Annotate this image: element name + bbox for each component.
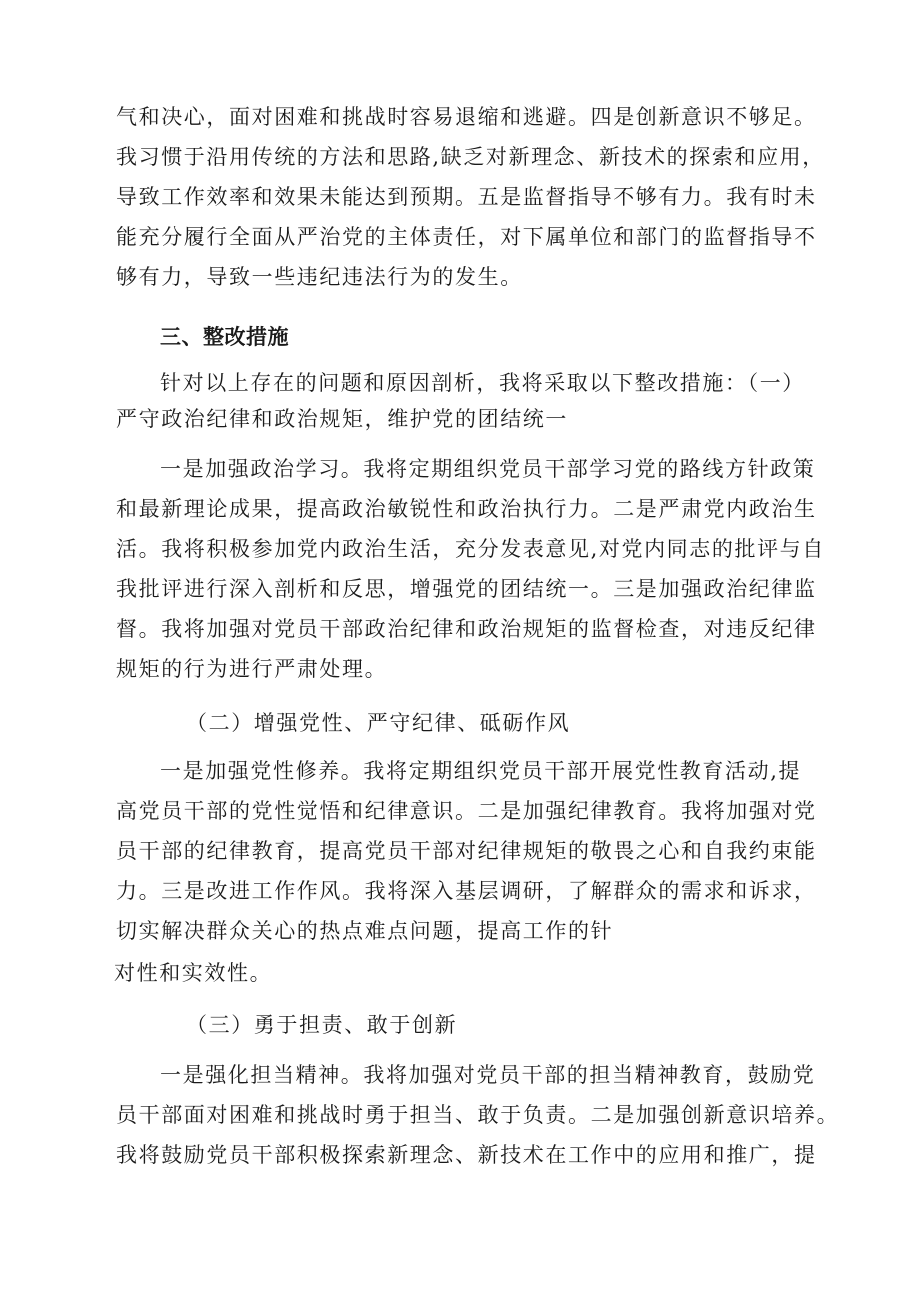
- text-line: 我习惯于沿用传统的方法和思路,缺乏对新理念、新技术的探索和应用，: [116, 145, 825, 169]
- text-line: 导致工作效率和效果未能达到预期。五是监督指导不够有力。我有时未: [116, 185, 817, 209]
- text-line: 对性和实效性。: [114, 961, 273, 985]
- text-line: 一是强化担当精神。我将加强对党员干部的担当精神教育，鼓励党: [160, 1063, 816, 1087]
- text-line: 高党员干部的党性觉悟和纪律意识。二是加强纪律教育。我将加强对党: [116, 799, 817, 823]
- text-line: 和最新理论成果，提高政治敏锐性和政治执行力。二是严肃党内政治生: [116, 497, 817, 521]
- text-line: 规矩的行为进行严肃处理。: [116, 657, 388, 681]
- text-line: 我将鼓励党员干部积极探索新理念、新技术在工作中的应用和推广，提: [116, 1143, 817, 1167]
- subsection-heading: （二）增强党性、严守纪律、砥砺作风: [186, 711, 571, 735]
- text-line: 一是加强党性修养。我将定期组织党员干部开展党性教育活动,提: [160, 759, 802, 783]
- text-line: 员干部的纪律教育，提高党员干部对纪律规矩的敬畏之心和自我约束能: [116, 839, 817, 863]
- text-line: 切实解决群众关心的热点难点问题，提高工作的针: [116, 919, 614, 943]
- text-line: 针对以上存在的问题和原因剖析，我将采取以下整改措施：（一）: [160, 371, 805, 395]
- text-line: 够有力，导致一些违纪违法行为的发生。: [116, 265, 523, 289]
- section-heading: 三、整改措施: [160, 325, 289, 349]
- text-line: 督。我将加强对党员干部政治纪律和政治规矩的监督检查，对违反纪律: [116, 617, 817, 641]
- subsection-heading: 严守政治纪律和政治规矩，维护党的团结统一: [116, 407, 568, 431]
- text-line: 能充分履行全面从严治党的主体责任，对下属单位和部门的监督指导不: [116, 225, 817, 249]
- text-line: 力。三是改进工作作风。我将深入基层调研，了解群众的需求和诉求，: [116, 879, 817, 903]
- text-line: 一是加强政治学习。我将定期组织党员干部学习党的路线方针政策: [160, 457, 816, 481]
- text-line: 活。我将积极参加党内政治生活，充分发表意见,对党内同志的批评与自: [116, 537, 825, 561]
- text-line: 气和决心，面对困难和挑战时容易退缩和逃避。四是创新意识不够足。: [116, 105, 817, 129]
- text-line: 我批评进行深入剖析和反思，增强党的团结统一。三是加强政治纪律监: [116, 577, 817, 601]
- subsection-heading: （三）勇于担责、敢于创新: [186, 1013, 458, 1037]
- text-line: 员干部面对困难和挑战时勇于担当、敢于负责。二是加强创新意识培养。: [116, 1103, 840, 1127]
